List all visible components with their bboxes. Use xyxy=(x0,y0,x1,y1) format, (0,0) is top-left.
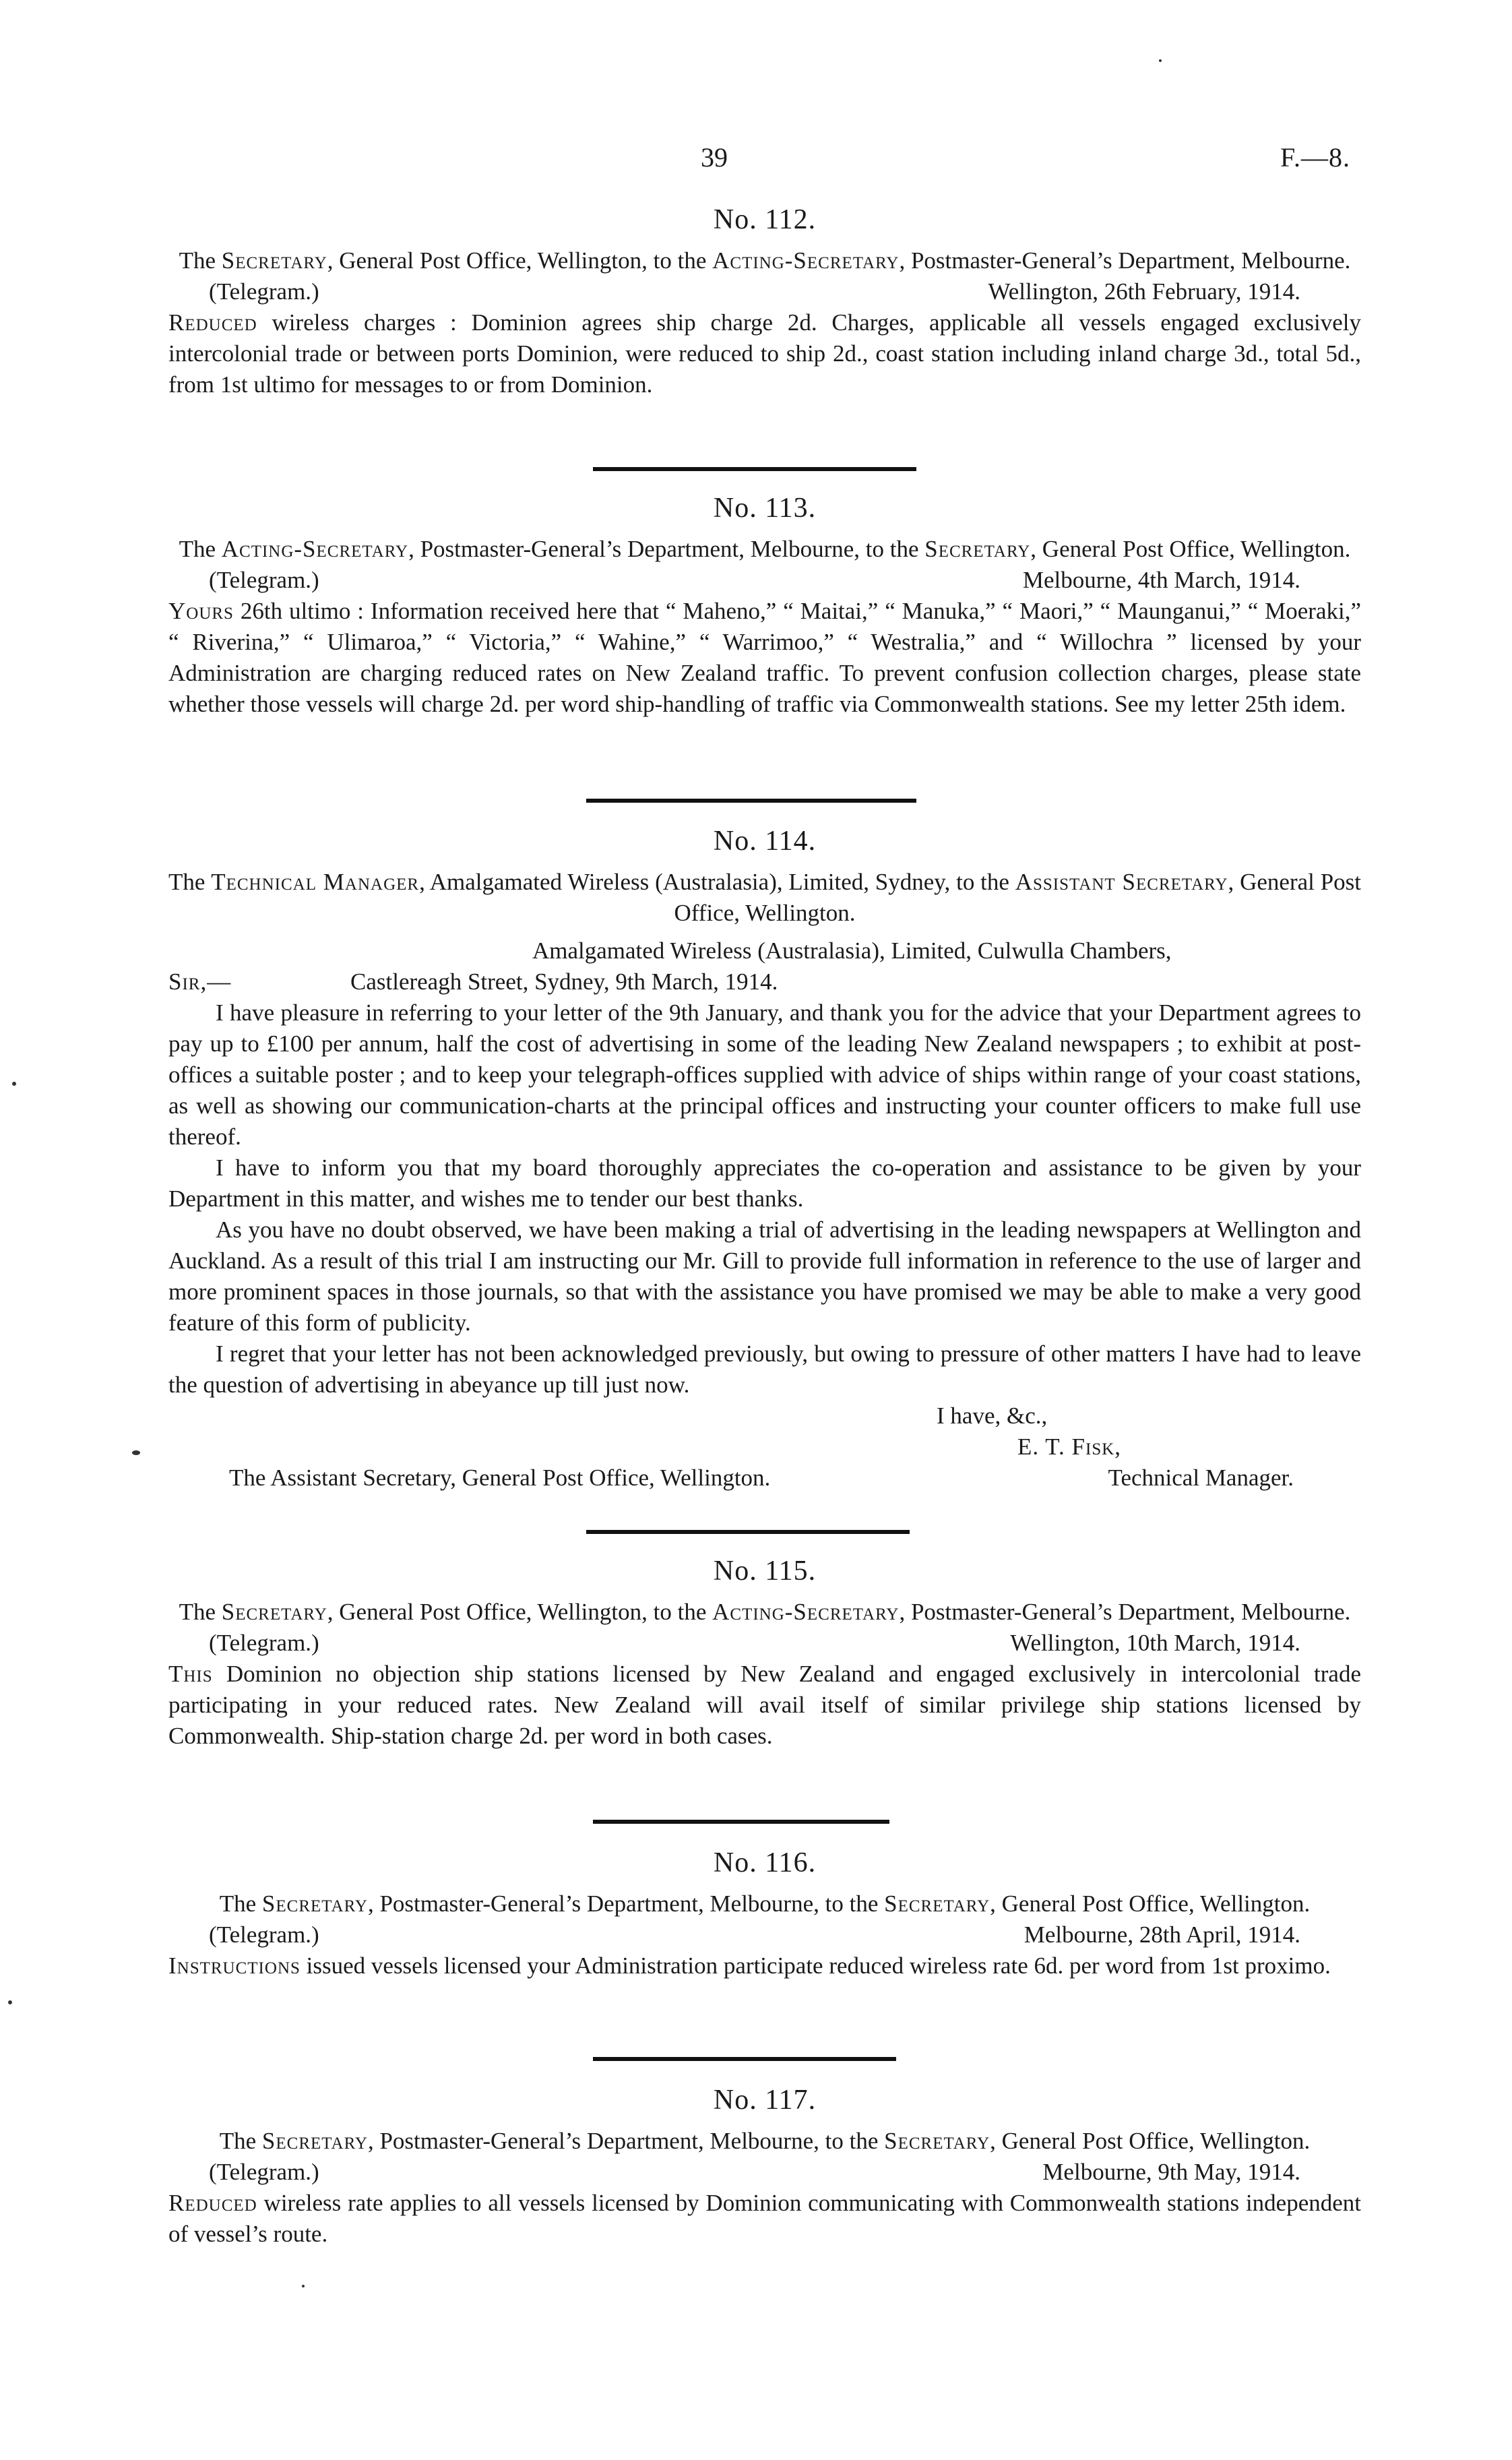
sender-address: Amalgamated Wireless (Australasia), Limited, Culwulla Chambers, xyxy=(532,937,1172,964)
section-rule xyxy=(586,799,916,803)
closing: I have, &c., xyxy=(937,1403,1048,1429)
telegram-line xyxy=(168,1919,1361,1950)
telegram-line xyxy=(168,1628,1361,1659)
letter-number: No. 112. xyxy=(713,204,817,235)
letter-heading: The Technical Manager, Amalgamated Wireless (Australasia), Limited, Sydney, to the Assistant Secretary, General Post Office, Wellington. xyxy=(168,869,1361,926)
letter-body: This Dominion no objection ship stations licensed by New Zealand and engaged exclusively in intercolonial trade participating in your reduced rates. New Zealand will avail itself of similar privilege ship stations licensed by Commonwealth. Ship-station charge 2d. per word in both cases. xyxy=(168,1661,1361,1749)
letter-114 xyxy=(168,824,1361,1494)
scan-speck xyxy=(8,2000,12,2004)
paragraph: I have pleasure in referring to your letter of the 9th January, and thank you for the advice that your Department agrees to pay up to £100 per annum, half the cost of advertising in some of the leading New Zealand newspapers ; to exhibit at post-offices a suitable poster ; and to keep your telegraph-offices supplied with advice of ships within range of your coast stations, as well as showing our communication-charts at the principal offices and instructing your counter officers to make full use thereof. xyxy=(168,1000,1361,1150)
scan-speck xyxy=(12,1082,16,1086)
scan-speck xyxy=(302,2285,305,2287)
section-rule xyxy=(593,2057,896,2061)
section-rule xyxy=(593,467,916,471)
section-rule xyxy=(593,1820,889,1824)
telegram-line xyxy=(168,276,1361,307)
signature-name: E. T. Fisk, xyxy=(1017,1434,1122,1460)
letter-117 xyxy=(168,2083,1361,2250)
letter-number: No. 115. xyxy=(713,1556,817,1587)
telegram-line xyxy=(168,565,1361,596)
letter-body: Yours 26th ultimo : Information received here that “ Maheno,” “ Maitai,” “ Manuka,” “ Maori,” “ Maunganui,” “ Moeraki,” “ Riverina,” “ Ulimaroa,” “ Victoria,” “ Wahine,” “ Warrimoo,” “ Westralia,” and “ Willochra ” licensed by your Administration are charging reduced rates on New Zealand traffic. To prevent confusion collection charges, please state whether those vessels will charge 2d. per word ship-handling of traffic via Commonwealth stations. See my letter 25th idem. xyxy=(168,598,1361,717)
salutation-line xyxy=(168,966,1361,997)
paragraph: I regret that your letter has not been acknowledged previously, but owing to pressure of other matters I have had to leave the question of advertising in abeyance up till just now. xyxy=(168,1341,1361,1398)
page-number: 39 xyxy=(701,142,728,173)
section-rule xyxy=(586,1530,910,1534)
addressee: The Assistant Secretary, General Post Office, Wellington. xyxy=(229,1465,771,1491)
letter-number: No. 117. xyxy=(713,2085,817,2116)
telegram-label: (Telegram.) xyxy=(209,278,319,305)
salutation: Sir,— xyxy=(168,968,232,995)
telegram-label: (Telegram.) xyxy=(209,567,319,593)
letter-number: No. 114. xyxy=(713,826,817,857)
telegram-label: (Telegram.) xyxy=(209,1921,319,1948)
scan-speck xyxy=(1159,59,1162,62)
telegram-label: (Telegram.) xyxy=(209,1630,319,1656)
paragraph: As you have no doubt observed, we have been making a trial of advertising in the leading newspapers at Wellington and Auckland. As a result of this trial I am instructing our Mr. Gill to provide full information in reference to the use of larger and more prominent spaces in those journals, so that with the assistance you have promised we may be able to make a very good feature of this form of publicity. xyxy=(168,1217,1361,1336)
scan-speck xyxy=(132,1450,140,1455)
place-date: Melbourne, 28th April, 1914. xyxy=(1023,1921,1300,1948)
telegram-label: (Telegram.) xyxy=(209,2159,319,2185)
document-reference: F.—8. xyxy=(1280,142,1351,173)
letter-body: Instructions issued vessels licensed your Administration participate reduced wireless rate 6d. per word from 1st proximo. xyxy=(168,1952,1331,1979)
letter-body: Reduced wireless rate applies to all vessels licensed by Dominion communicating with Commonwealth stations independent of vessel’s route. xyxy=(168,2190,1361,2247)
place-date: Wellington, 10th March, 1914. xyxy=(1010,1630,1300,1656)
paragraph: I have to inform you that my board thoroughly appreciates the co-operation and assistance to be given by your Department in this matter, and wishes me to tender our best thanks. xyxy=(168,1155,1361,1212)
letter-113 xyxy=(168,491,1361,720)
letter-number: No. 113. xyxy=(713,493,817,524)
place-date: Melbourne, 9th May, 1914. xyxy=(1042,2159,1300,2185)
signature-title: Technical Manager. xyxy=(1108,1465,1294,1491)
letter-number: No. 116. xyxy=(713,1847,817,1878)
letter-heading: The Secretary, General Post Office, Wellington, to the Acting-Secretary, Postmaster-General’s Department, Melbourne. xyxy=(179,1599,1351,1625)
letter-heading: The Secretary, Postmaster-General’s Department, Melbourne, to the Secretary, General Post Office, Wellington. xyxy=(219,2128,1311,2154)
place-date: Wellington, 26th February, 1914. xyxy=(988,278,1300,305)
letter-116 xyxy=(168,1845,1361,1981)
telegram-line xyxy=(168,2157,1361,2188)
letter-115 xyxy=(168,1554,1361,1752)
letter-heading: The Secretary, Postmaster-General’s Department, Melbourne, to the Secretary, General Post Office, Wellington. xyxy=(219,1890,1311,1917)
letter-heading: The Secretary, General Post Office, Wellington, to the Acting-Secretary, Postmaster-General’s Department, Melbourne. xyxy=(179,247,1351,274)
letter-body: Reduced wireless charges : Dominion agrees ship charge 2d. Charges, applicable all vessels engaged exclusively intercolonial trade or between ports Dominion, were reduced to ship 2d., coast station including inland charge 3d., total 5d., from 1st ultimo for messages to or from Dominion. xyxy=(168,309,1361,398)
letter-heading: The Acting-Secretary, Postmaster-General’s Department, Melbourne, to the Secretary, General Post Office, Wellington. xyxy=(179,536,1351,562)
letter-112 xyxy=(168,202,1361,400)
signature-row xyxy=(168,1463,1361,1494)
sender-address-line2: Castlereagh Street, Sydney, 9th March, 1914. xyxy=(350,968,778,995)
place-date: Melbourne, 4th March, 1914. xyxy=(1022,567,1300,593)
